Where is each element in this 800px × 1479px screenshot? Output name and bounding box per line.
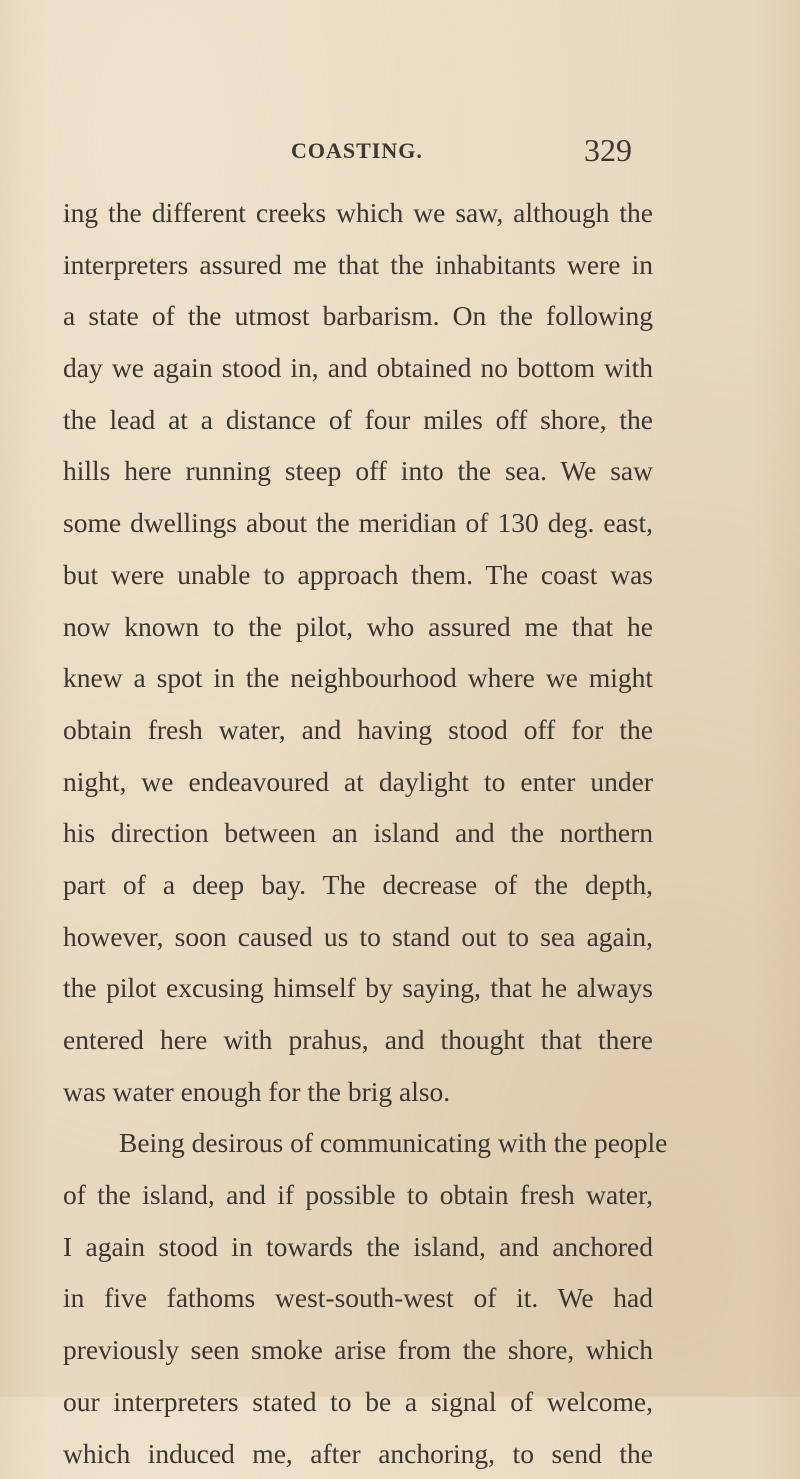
text-line: the lead at a distance of four miles off shore, the bbox=[63, 394, 653, 446]
paragraph-2 bbox=[63, 1117, 653, 1479]
page-number: 329 bbox=[584, 132, 632, 169]
running-title: COASTING. bbox=[291, 138, 423, 164]
running-head bbox=[0, 138, 800, 178]
text-line: obtain fresh water, and having stood off for the bbox=[63, 704, 653, 756]
text-line: night, we endeavoured at daylight to enter under bbox=[63, 756, 653, 808]
text-line: ing the different creeks which we saw, although the bbox=[63, 187, 653, 239]
text-line: was water enough for the brig also. bbox=[63, 1066, 653, 1118]
text-line: the pilot excusing himself by saying, that he always bbox=[63, 962, 653, 1014]
text-line: our interpreters stated to be a signal of welcome, bbox=[63, 1376, 653, 1428]
text-line: of the island, and if possible to obtain fresh water, bbox=[63, 1169, 653, 1221]
text-line: Being desirous of communicating with the people bbox=[63, 1117, 653, 1169]
text-line: some dwellings about the meridian of 130 deg. east, bbox=[63, 497, 653, 549]
text-line: which induced me, after anchoring, to send the bbox=[63, 1428, 653, 1479]
body-text bbox=[63, 187, 653, 1479]
text-line: a state of the utmost barbarism. On the following bbox=[63, 290, 653, 342]
text-line: day we again stood in, and obtained no bottom with bbox=[63, 342, 653, 394]
text-line: knew a spot in the neighbourhood where we might bbox=[63, 652, 653, 704]
text-line: previously seen smoke arise from the shore, which bbox=[63, 1324, 653, 1376]
text-line: entered here with prahus, and thought that there bbox=[63, 1014, 653, 1066]
text-line: his direction between an island and the northern bbox=[63, 807, 653, 859]
text-line: I again stood in towards the island, and anchored bbox=[63, 1221, 653, 1273]
text-line: in five fathoms west-south-west of it. We had bbox=[63, 1272, 653, 1324]
text-line: part of a deep bay. The decrease of the depth, bbox=[63, 859, 653, 911]
text-line: interpreters assured me that the inhabitants were in bbox=[63, 239, 653, 291]
text-line: hills here running steep off into the sea. We saw bbox=[63, 445, 653, 497]
paragraph-1 bbox=[63, 187, 653, 1117]
text-line: but were unable to approach them. The coast was bbox=[63, 549, 653, 601]
text-line: however, soon caused us to stand out to sea again, bbox=[63, 911, 653, 963]
text-line: now known to the pilot, who assured me that he bbox=[63, 601, 653, 653]
